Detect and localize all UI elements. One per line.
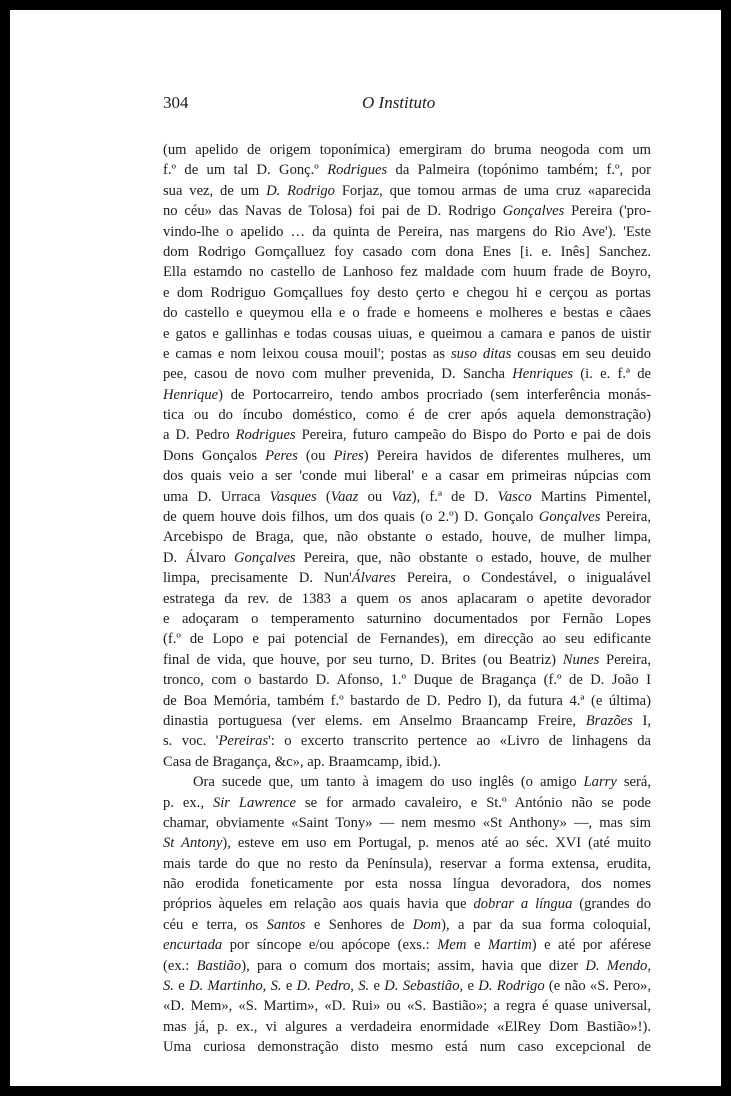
text-segment: (f.º de Lopo e pai potencial de Fernandes), em direcção ao seu edificante (163, 631, 651, 648)
text-segment: cousas em seu deuido (511, 345, 652, 362)
italic-text: D. Pedro, S. (296, 978, 370, 995)
text-segment: D. Álvaro (163, 549, 235, 566)
italic-text: Gonçalves (538, 509, 601, 526)
text-segment: Pereira, futuro campeão do Bispo do Porto e pai de dois (295, 427, 651, 444)
text-segment: dos quais veio a ser 'conde mui liberal' e a casar em primeiras núpcias com (163, 468, 651, 485)
text-segment: Uma curiosa demonstração disto mesmo está num caso excepcional de (163, 1039, 651, 1056)
text-segment: e (369, 978, 385, 995)
italic-text: Bastião (196, 957, 242, 974)
text-line (163, 466, 651, 486)
text-segment: e (466, 937, 488, 954)
text-line (163, 1017, 651, 1037)
text-segment: por síncope e/ou apócope (exs.: (222, 937, 438, 954)
text-line (163, 487, 651, 507)
italic-text: Pires (333, 447, 364, 464)
text-segment: e camas e nom leixou cousa mouil'; postas as (163, 345, 451, 362)
text-segment: (ex.: (163, 957, 197, 974)
italic-text: Gonçalves (502, 203, 565, 220)
text-segment: céu e terra, os (163, 916, 267, 933)
text-line (163, 140, 651, 160)
text-line (163, 507, 651, 527)
text-line (163, 446, 651, 466)
italic-text: Martim (487, 937, 532, 954)
text-segment: dom Rodrigo Gomçalluez foy casado com dona Enes [i. e. Inês] Sanchez. (163, 243, 651, 260)
italic-text: Gonçalves (234, 549, 296, 566)
text-segment: a D. Pedro (163, 427, 236, 444)
text-line (163, 303, 651, 323)
text-line (163, 568, 651, 588)
text-segment: mais tarde do que no resto da Península), reservar a forma extensa, erudita, (163, 855, 651, 872)
page-number: 304 (163, 93, 189, 112)
text-segment: Forjaz, que tomou armas de uma cruz «aparecida (334, 182, 652, 199)
italic-text: Santos (266, 916, 306, 933)
text-segment: tica ou do íncubo doméstico, como é de crer após aquela demonstração) (163, 407, 651, 424)
text-segment: e (463, 978, 479, 995)
text-segment: (e não «S. Pero», (544, 978, 651, 995)
text-segment: no céu» das Navas de Tolosa) foi pai de D. Rodrigo (163, 203, 503, 220)
text-segment: de Boa Memória, também f.º bastardo de D. Pedro I), da futura 4.ª (e última) (163, 692, 651, 709)
text-line (163, 283, 651, 303)
text-segment: p. ex., (163, 794, 213, 811)
italic-text: D. Mendo, (585, 957, 651, 974)
text-line (163, 854, 651, 874)
text-segment: (ou (297, 447, 334, 464)
text-line (163, 385, 651, 405)
text-segment: ': o excerto transcrito pertence ao «Livro de linhagens da (268, 733, 651, 750)
italic-text: D. Rodrigo (266, 182, 335, 199)
text-line (163, 222, 651, 242)
text-line (163, 262, 651, 282)
italic-text: Mem (437, 937, 467, 954)
text-line (163, 915, 651, 935)
italic-text: Henrique (163, 386, 219, 403)
text-segment: ou (358, 488, 392, 505)
text-segment: sua vez, de um (163, 182, 267, 199)
italic-text: suso ditas (451, 345, 512, 362)
text-segment: Pereira, o Condestável, o inigualável (395, 570, 651, 587)
text-line (163, 160, 651, 180)
text-line (163, 589, 651, 609)
text-segment: ) Pereira havidos de diferentes mulheres, um (363, 447, 651, 464)
italic-text: Vaaz (330, 488, 359, 505)
text-segment: vindo-lhe o apelido … da quinta de Pereira, nas margens do Rio Ave'). 'Este (163, 223, 651, 240)
italic-text: Brazões (585, 712, 633, 729)
italic-text: Vasques (269, 488, 317, 505)
text-line (163, 201, 651, 221)
text-line (163, 1037, 651, 1057)
text-line (163, 833, 651, 853)
text-segment: (i. e. f.ª de (573, 366, 652, 383)
italic-text: Rodrigues (235, 427, 296, 444)
italic-text: encurtada (163, 937, 223, 954)
text-line (163, 670, 651, 690)
text-segment: Arcebispo de Braga, que, não obstante o estado, houve, de mulher limpa, (163, 529, 651, 546)
text-segment: mas já, p. ex., vi algures a verdadeira enormidade «ElRey Dom Bastião»!). (163, 1018, 651, 1035)
text-segment: e dom Rodriguo Gomçallues foy desto çerto e chegou hi e cerçou as portas (163, 284, 651, 301)
text-line (163, 405, 651, 425)
italic-text: Larry (583, 774, 617, 791)
text-line (163, 894, 651, 914)
text-line (163, 629, 651, 649)
text-line (163, 793, 651, 813)
text-segment: estratega da rev. de 1383 a quem os anos aplacaram o apetite devorador (163, 590, 651, 607)
text-segment: «D. Mem», «S. Martim», «D. Rui» ou «S. Bastião»; a regra é quase universal, (163, 998, 651, 1015)
text-line (163, 731, 651, 751)
italic-text: D. Sebastião, (384, 978, 464, 995)
body-text (163, 140, 651, 1058)
text-line (163, 691, 651, 711)
text-segment: será, (616, 774, 651, 791)
text-line (163, 425, 651, 445)
text-line (163, 548, 651, 568)
text-segment: da Palmeira (topónimo também; f.º, por (387, 162, 651, 179)
text-segment: do castello e queymou ella e o frade e homeens e molheres e bestas e cãaes (163, 305, 651, 322)
italic-text: D. Martinho, S. (189, 978, 282, 995)
text-segment: Martins Pimentel, (531, 488, 652, 505)
text-segment: ), f.ª de D. (411, 488, 498, 505)
text-line (163, 772, 651, 792)
text-line (163, 956, 651, 976)
text-segment: Casa de Bragança, &c», ap. Braamcamp, ibid.). (163, 753, 441, 770)
text-segment: limpa, precisamente D. Nun' (163, 570, 352, 587)
text-segment: próprios àqueles em relação aos quais havia que (163, 896, 474, 913)
text-segment: não erodida foneticamente por esta nossa língua devoradora, dos nomes (163, 876, 651, 893)
text-line (163, 181, 651, 201)
italic-text: Nunes (562, 651, 600, 668)
italic-text: S. (163, 978, 174, 995)
italic-text: Álvares (351, 570, 396, 587)
text-segment: final de vida, que houve, por seu turno, D. Brites (ou Beatriz) (163, 651, 563, 668)
text-segment: e Senhores de (305, 916, 413, 933)
text-segment: Ella estamdo no castello de Lanhoso fez maldade com huum frade de Boyro, (163, 264, 651, 281)
italic-text: Pereiras (218, 733, 269, 750)
text-line (163, 813, 651, 833)
italic-text: D. Rodrigo (478, 978, 545, 995)
italic-text: Vaz (391, 488, 412, 505)
text-segment: (grandes do (572, 896, 651, 913)
text-line (163, 935, 651, 955)
text-line (163, 324, 651, 344)
italic-text: Henriques (512, 366, 574, 383)
text-segment: ), para o comum dos mortais; assim, havia que dizer (241, 957, 586, 974)
italic-text: Sir Lawrence (212, 794, 296, 811)
text-segment: e (281, 978, 297, 995)
text-segment: se for armado cavaleiro, e St.º António não se pode (295, 794, 651, 811)
text-line (163, 711, 651, 731)
text-segment: ) de Portocarreiro, tendo ambos procriado (sem interferência monás- (218, 386, 651, 403)
text-line (163, 609, 651, 629)
text-line (163, 650, 651, 670)
text-line (163, 344, 651, 364)
text-line (163, 364, 651, 384)
text-segment: s. voc. ' (163, 733, 219, 750)
text-segment: e adoçaram o temperamento saturnino documentados por Fernão Lopes (163, 610, 651, 627)
text-line (163, 976, 651, 996)
text-segment: Ora sucede que, um tanto à imagem do uso inglês (o amigo (193, 774, 584, 791)
text-segment: ( (316, 488, 331, 505)
text-segment: (um apelido de origem toponímica) emergiram do bruma neogoda com um (163, 142, 651, 158)
text-segment: ) e até por aférese (531, 937, 652, 954)
text-segment: ), esteve em uso em Portugal, p. menos até ao séc. XVI (até muito (222, 835, 651, 852)
italic-text: Vasco (497, 488, 532, 505)
italic-text: St Antony (163, 835, 223, 852)
text-segment: e (173, 978, 190, 995)
text-segment: pee, casou de novo com mulher prevenida, D. Sancha (163, 366, 513, 383)
text-segment: uma D. Urraca (163, 488, 270, 505)
text-line (163, 874, 651, 894)
text-segment: Pereira, que, não obstante o estado, houve, de mulher (295, 549, 651, 566)
text-segment: Pereira, (599, 651, 651, 668)
text-segment: f.º de um tal D. Gonç.º (163, 162, 328, 179)
text-segment: Dons Gonçalos (163, 447, 266, 464)
journal-title: O Instituto (362, 93, 436, 112)
italic-text: Dom (412, 916, 442, 933)
italic-text: Peres (265, 447, 298, 464)
text-segment: ), a par da sua forma coloquial, (441, 916, 651, 933)
italic-text: Rodrigues (327, 162, 388, 179)
italic-text: dobrar a língua (473, 896, 573, 913)
text-segment: de quem houve dois filhos, um dos quais (o 2.º) D. Gonçalo (163, 509, 539, 526)
text-line (163, 996, 651, 1016)
text-line (163, 242, 651, 262)
text-segment: e gatos e gallinhas e todas cousas uiuas, e queimou a camara e panos de uistir (163, 325, 651, 342)
text-segment: Pereira ('pro- (564, 203, 651, 220)
text-line (163, 752, 651, 772)
text-segment: chamar, obviamente «Saint Tony» — nem mesmo «St Anthony» —, mas sim (163, 814, 651, 831)
text-segment: tronco, com o bastardo D. Afonso, 1.º Duque de Bragança (f.º de D. João I (163, 672, 651, 689)
text-segment: Pereira, (600, 509, 652, 526)
text-segment: I, (632, 712, 651, 729)
text-line (163, 527, 651, 547)
text-segment: dinastia portuguesa (ver elems. em Anselmo Braancamp Freire, (163, 712, 586, 729)
